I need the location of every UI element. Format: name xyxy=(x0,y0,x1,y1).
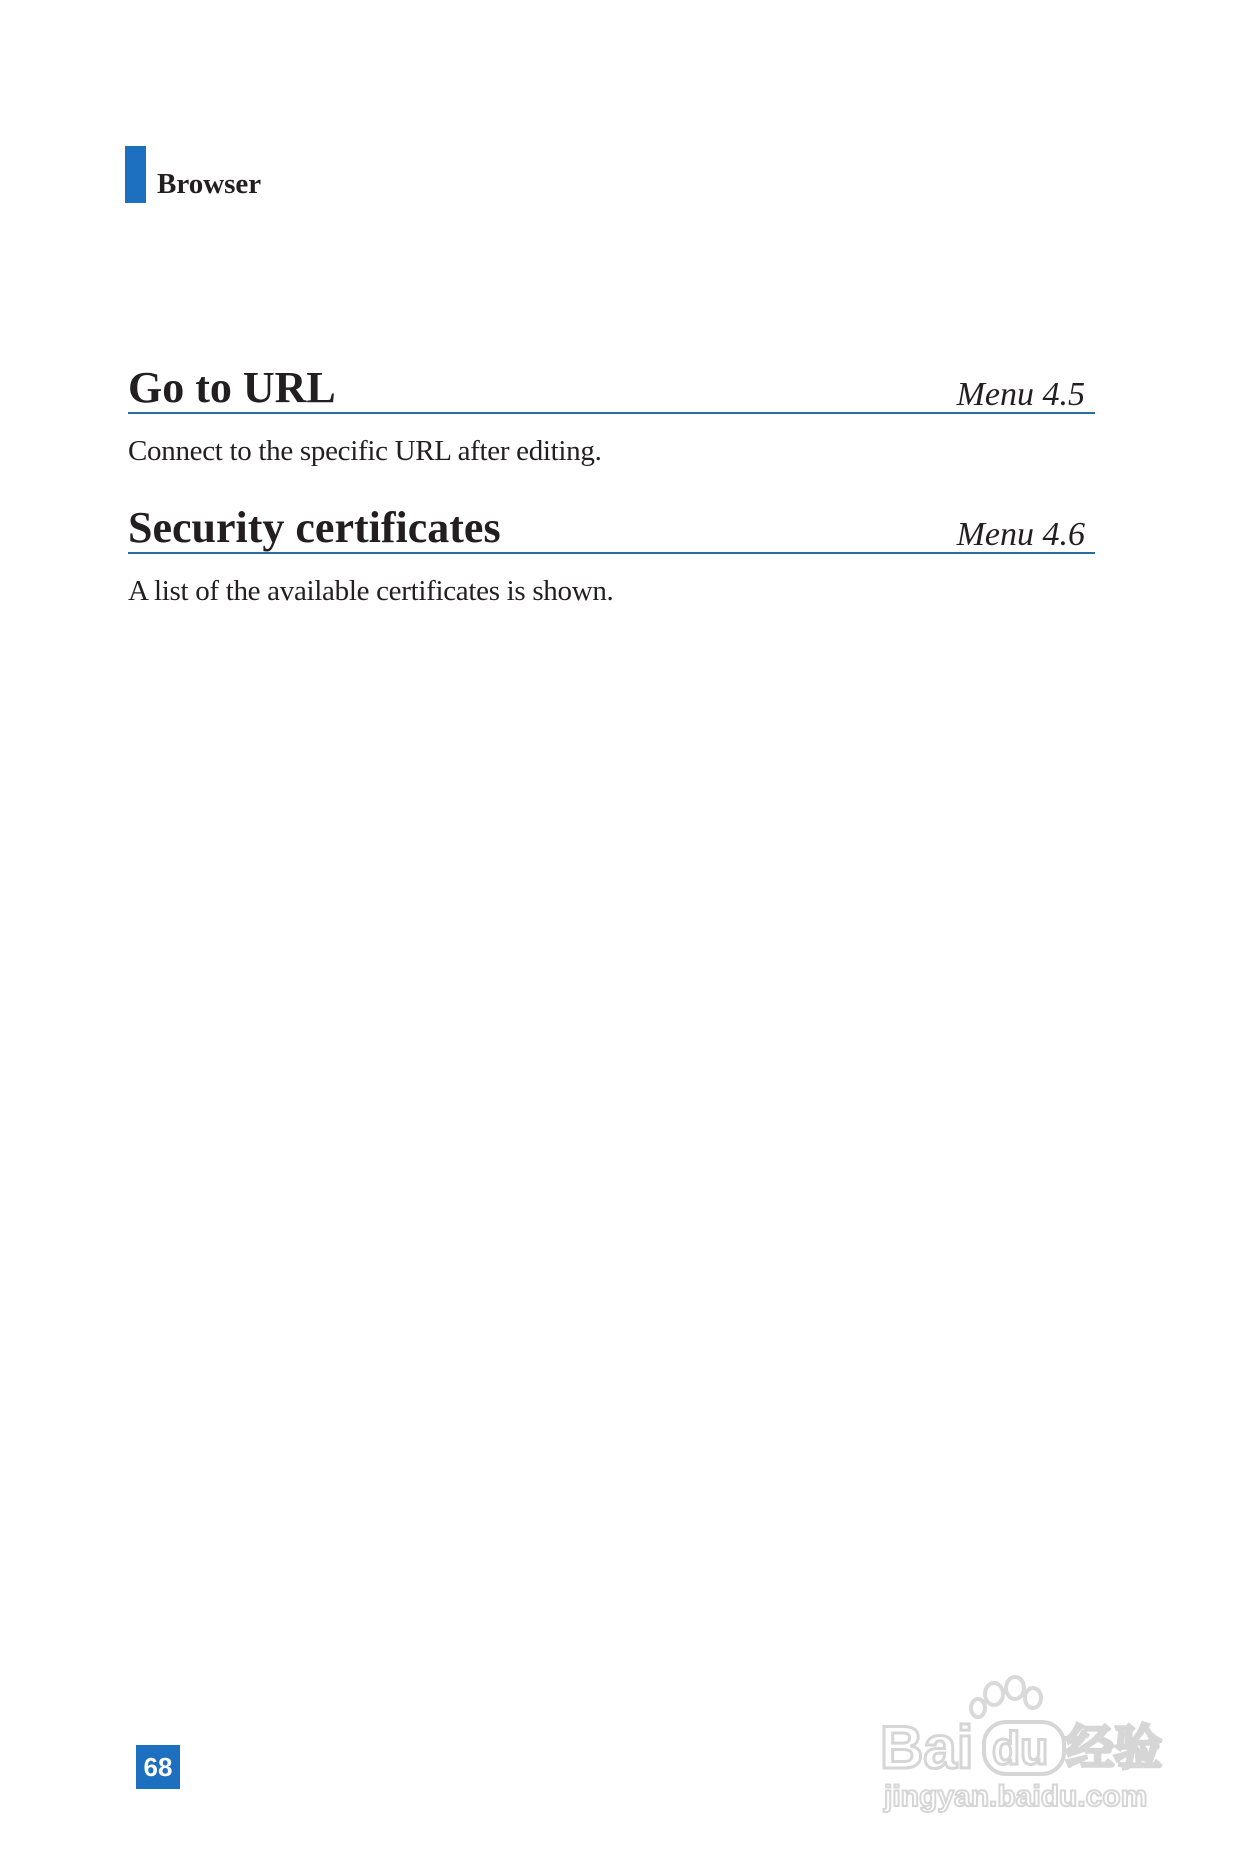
svg-text:Bai: Bai xyxy=(880,1714,974,1781)
section-body: Connect to the specific URL after editing. xyxy=(128,435,602,467)
running-header: Browser xyxy=(157,168,262,200)
section-heading xyxy=(128,494,1095,554)
baidu-watermark-logo xyxy=(878,1672,1178,1822)
paw-icon xyxy=(971,1677,1041,1717)
menu-reference: Menu 4.5 xyxy=(956,376,1085,413)
svg-text:jingyan.baidu.com: jingyan.baidu.com xyxy=(884,1780,1148,1813)
menu-reference: Menu 4.6 xyxy=(956,516,1085,553)
section-title: Go to URL xyxy=(128,363,336,412)
section-heading xyxy=(128,354,1095,414)
header-accent-bar xyxy=(125,146,146,203)
section-body: A list of the available certificates is shown. xyxy=(128,575,614,607)
svg-text:经验: 经验 xyxy=(1066,1720,1163,1776)
section-security-certificates xyxy=(128,494,1095,609)
section-go-to-url xyxy=(128,354,1095,469)
page-number: 68 xyxy=(136,1745,180,1789)
svg-text:du: du xyxy=(992,1722,1049,1774)
section-title: Security certificates xyxy=(128,503,501,552)
